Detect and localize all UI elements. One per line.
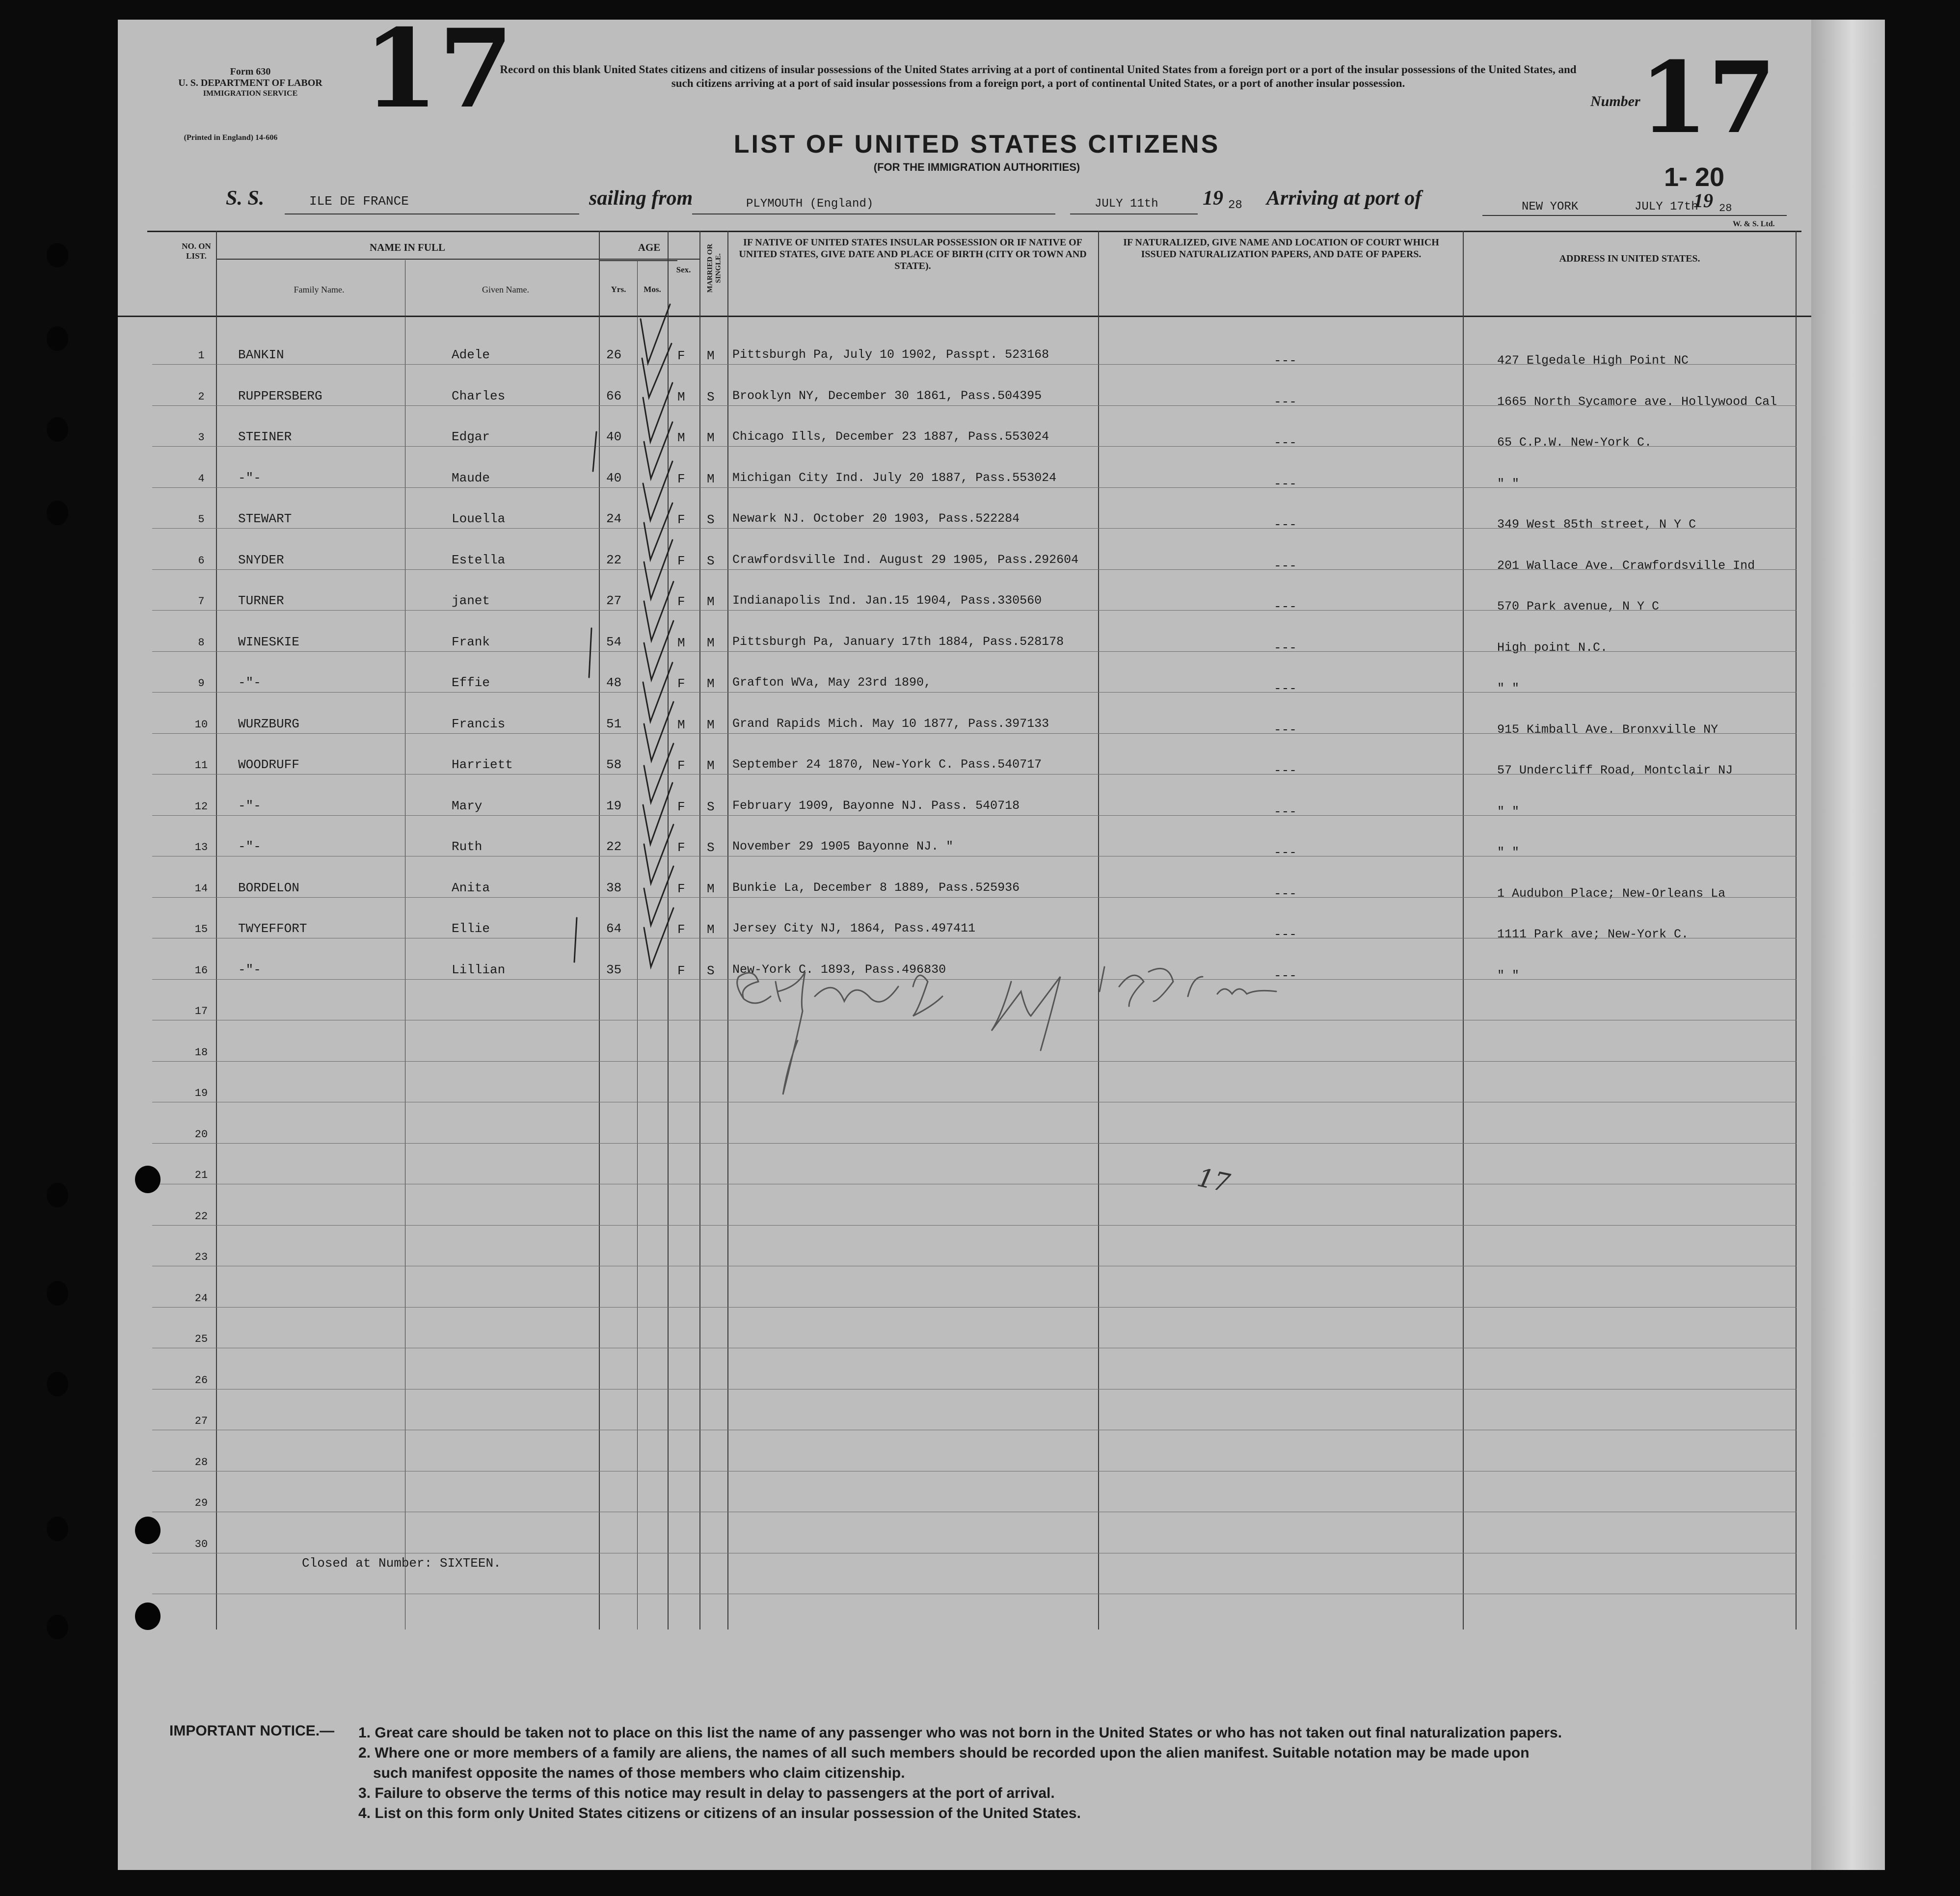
row-number: 15	[194, 923, 208, 935]
given-name: Ruth	[452, 839, 483, 854]
binding-hole	[135, 1517, 161, 1544]
married-single: M	[707, 922, 715, 937]
naturalization: ---	[1274, 599, 1297, 614]
year-from: 28	[1228, 199, 1242, 212]
year-to-prefix: 19	[1693, 189, 1713, 212]
us-address: 570 Park avenue, N Y C	[1497, 599, 1660, 614]
sex: F	[677, 881, 685, 896]
port-to: NEW YORK	[1522, 200, 1579, 214]
binding-hole	[47, 1281, 68, 1306]
sex: F	[677, 594, 685, 609]
sex: F	[677, 840, 685, 855]
row-number: 20	[194, 1128, 208, 1141]
row-number: 22	[194, 1210, 208, 1223]
given-name: Ellie	[452, 921, 490, 936]
binding-hole	[47, 417, 68, 442]
row-number: 12	[194, 800, 208, 813]
age: 40	[606, 429, 622, 444]
married-single: S	[707, 512, 715, 527]
birth-info: September 24 1870, New-York C. Pass.540717	[732, 757, 1042, 772]
family-name: STEINER	[238, 429, 292, 444]
us-address: " "	[1497, 804, 1520, 819]
notice-heading: IMPORTANT NOTICE.—	[169, 1723, 335, 1739]
inspector-signature	[737, 967, 1276, 1095]
row-number: 4	[198, 472, 205, 485]
naturalization: ---	[1274, 886, 1297, 901]
col-head-mos: Mos.	[644, 285, 661, 294]
naturalization: ---	[1274, 517, 1297, 532]
married-single: S	[707, 553, 715, 568]
married-single: M	[707, 348, 715, 363]
binding-hole	[47, 1183, 68, 1207]
row-number: 3	[198, 431, 205, 444]
binding-hole	[47, 1517, 68, 1541]
family-name: WURZBURG	[238, 716, 299, 731]
us-address: 1665 North Sycamore ave. Hollywood Cal	[1497, 394, 1777, 409]
binding-hole	[135, 1166, 161, 1193]
page-mark-17: 17	[1194, 1163, 1233, 1199]
form-number: Form 630	[230, 66, 271, 77]
age: 58	[606, 757, 622, 772]
date-to: JULY 17th	[1635, 200, 1698, 214]
family-name: -"-	[238, 839, 261, 854]
family-name: TWYEFFORT	[238, 921, 307, 936]
port-from: PLYMOUTH (England)	[746, 197, 874, 211]
department: U. S. DEPARTMENT OF LABOR	[178, 78, 322, 88]
us-address: 349 West 85th street, N Y C	[1497, 517, 1696, 532]
naturalization: ---	[1274, 353, 1297, 368]
notice-item-3: 3. Failure to observe the terms of this notice may result in delay to passengers at the port of arrival.	[358, 1785, 1055, 1801]
family-name: STEWART	[238, 511, 292, 526]
birth-info: Michigan City Ind. July 20 1887, Pass.553024	[732, 470, 1057, 485]
birth-info: New-York C. 1893, Pass.496830	[732, 962, 946, 977]
age: 27	[606, 593, 622, 608]
col-head-family: Family Name.	[294, 285, 345, 294]
binding-hole	[47, 501, 68, 525]
birth-info: Grafton WVa, May 23rd 1890,	[732, 675, 932, 690]
given-name: janet	[452, 593, 490, 608]
married-single: M	[707, 717, 715, 732]
sex: F	[677, 922, 685, 937]
sex: F	[677, 758, 685, 773]
closed-at: Closed at Number: SIXTEEN.	[302, 1556, 501, 1571]
row-number: 9	[198, 677, 205, 690]
given-name: Effie	[452, 675, 490, 690]
col-head-given: Given Name.	[482, 285, 529, 294]
row-number: 23	[194, 1251, 208, 1263]
row-number: 25	[194, 1333, 208, 1345]
col-head-yrs: Yrs.	[611, 285, 626, 294]
given-name: Harriett	[452, 757, 513, 772]
binding-hole	[135, 1602, 161, 1630]
birth-info: Brooklyn NY, December 30 1861, Pass.504395	[732, 388, 1042, 403]
row-number: 14	[194, 882, 208, 895]
us-address: 57 Undercliff Road, Montclair NJ	[1497, 763, 1733, 777]
naturalization: ---	[1274, 681, 1297, 696]
notice-item-1: 1. Great care should be taken not to place on this list the name of any passenger who was not born in the United States or who has not taken out final naturalization papers.	[358, 1725, 1562, 1741]
married-single: M	[707, 430, 715, 445]
arriving-label: Arriving at port of	[1266, 187, 1422, 210]
col-head-name-in-full: NAME IN FULL	[369, 241, 445, 253]
row-number: 18	[194, 1046, 208, 1059]
age: 54	[606, 634, 622, 649]
notice-item-4: 4. List on this form only United States citizens or citizens of an insular possession of the United States.	[358, 1805, 1081, 1821]
row-number: 6	[198, 554, 205, 567]
us-address: 915 Kimball Ave. Bronxville NY	[1497, 722, 1718, 737]
naturalization: ---	[1274, 722, 1297, 737]
handwritten-overlay	[118, 20, 1811, 1639]
sailing-from-label: sailing from	[589, 187, 693, 210]
given-name: Charles	[452, 388, 506, 403]
naturalization: ---	[1274, 476, 1297, 491]
form-subtitle: (FOR THE IMMIGRATION AUTHORITIES)	[873, 161, 1080, 173]
number-label: Number	[1590, 93, 1640, 109]
family-name: WOODRUFF	[238, 757, 299, 772]
sex: M	[677, 717, 685, 732]
us-address: " "	[1497, 968, 1520, 983]
service: IMMIGRATION SERVICE	[203, 89, 298, 98]
given-name: Lillian	[452, 962, 506, 977]
sex: F	[677, 471, 685, 486]
age: 48	[606, 675, 622, 690]
us-address: " "	[1497, 476, 1520, 491]
year-to: 28	[1719, 202, 1732, 214]
age: 40	[606, 470, 622, 485]
row-number: 11	[194, 759, 208, 772]
ship-name: ILE DE FRANCE	[309, 194, 409, 209]
us-address: 201 Wallace Ave. Crawfordsville Ind	[1497, 558, 1755, 573]
sheet-mark: 1- 20	[1664, 162, 1725, 192]
age: 24	[606, 511, 622, 526]
printed-note: (Printed in England) 14-606	[184, 134, 278, 142]
naturalization: ---	[1274, 968, 1297, 983]
col-head-sex: Sex.	[676, 265, 691, 274]
sex: M	[677, 635, 685, 650]
row-number: 30	[194, 1538, 208, 1550]
col-head-age: AGE	[638, 241, 661, 253]
us-address: High point N.C.	[1497, 640, 1608, 655]
col-head-married: MARRIED OR SINGLE.	[706, 243, 722, 293]
family-name: BORDELON	[238, 880, 299, 895]
row-number: 29	[194, 1497, 208, 1509]
family-name: BANKIN	[238, 347, 284, 362]
birth-info: February 1909, Bayonne NJ. Pass. 540718	[732, 798, 1020, 813]
row-number: 19	[194, 1087, 208, 1099]
col-head-no: NO. ON LIST.	[182, 241, 211, 261]
given-name: Louella	[452, 511, 506, 526]
naturalization: ---	[1274, 640, 1297, 655]
birth-info: Newark NJ. October 20 1903, Pass.522284	[732, 511, 1020, 526]
age: 26	[606, 347, 622, 362]
family-name: -"-	[238, 675, 261, 690]
birth-info: Bunkie La, December 8 1889, Pass.525936	[732, 880, 1020, 895]
birth-info: Grand Rapids Mich. May 10 1877, Pass.397133	[732, 716, 1049, 731]
birth-info: Jersey City NJ, 1864, Pass.497411	[732, 921, 976, 935]
birth-info: Pittsburgh Pa, January 17th 1884, Pass.528178	[732, 634, 1064, 649]
form-instructions: Record on this blank United States citizens and citizens of insular possessions of the United States arriving at a port of continental United States from a foreign port or a port of the insular possessions of the United States, and such citizens arriving at a port of said insular possessions from a foreign port, a port of continental United States, or a port of another insular possession.	[500, 63, 1577, 89]
married-single: S	[707, 799, 715, 814]
manifest-page	[118, 20, 1811, 1870]
sex: M	[677, 389, 685, 404]
col-head-naturalized: IF NATURALIZED, GIVE NAME AND LOCATION OF COURT WHICH ISSUED NATURALIZATION PAPERS, AND DATE OF PAPERS.	[1123, 237, 1439, 260]
family-name: RUPPERSBERG	[238, 388, 322, 403]
row-number: 1	[198, 349, 205, 362]
sex: F	[677, 799, 685, 814]
row-number: 21	[194, 1169, 208, 1181]
notice-list	[358, 1723, 1562, 1823]
form-title: LIST OF UNITED STATES CITIZENS	[733, 130, 1220, 159]
naturalization: ---	[1274, 927, 1297, 942]
row-number: 10	[194, 718, 208, 731]
sex: F	[677, 348, 685, 363]
naturalization: ---	[1274, 763, 1297, 778]
married-single: M	[707, 881, 715, 896]
naturalization: ---	[1274, 558, 1297, 573]
binding-hole	[47, 1615, 68, 1639]
married-single: S	[707, 840, 715, 855]
birth-info: Pittsburgh Pa, July 10 1902, Passpt. 523168	[732, 347, 1049, 362]
family-name: -"-	[238, 470, 261, 485]
date-from: JULY 11th	[1095, 197, 1158, 211]
us-address: " "	[1497, 681, 1520, 695]
age: 35	[606, 962, 622, 977]
printer-mark: W. & S. Ltd.	[1733, 220, 1775, 228]
given-name: Mary	[452, 798, 483, 813]
given-name: Francis	[452, 716, 506, 731]
notice-item-2-cont: such manifest opposite the names of those members who claim citizenship.	[373, 1765, 905, 1781]
given-name: Anita	[452, 880, 490, 895]
married-single: M	[707, 594, 715, 609]
naturalization: ---	[1274, 804, 1297, 819]
row-number: 7	[198, 595, 205, 608]
row-number: 2	[198, 390, 205, 403]
family-name: WINESKIE	[238, 634, 299, 649]
naturalization: ---	[1274, 845, 1297, 860]
sex: F	[677, 676, 685, 691]
age: 64	[606, 921, 622, 936]
us-address: 427 Elgedale High Point NC	[1497, 353, 1689, 368]
year-from-prefix: 19	[1203, 187, 1223, 210]
birth-info: Chicago Ills, December 23 1887, Pass.553024	[732, 429, 1049, 444]
given-name: Maude	[452, 470, 490, 485]
sex: F	[677, 553, 685, 568]
birth-info: November 29 1905 Bayonne NJ. "	[732, 839, 954, 854]
row-number: 27	[194, 1415, 208, 1427]
binding-hole	[47, 243, 68, 267]
row-number: 8	[198, 636, 205, 649]
age: 22	[606, 552, 622, 567]
sex: M	[677, 430, 685, 445]
age: 19	[606, 798, 622, 813]
col-head-birth: IF NATIVE OF UNITED STATES INSULAR POSSESSION OR IF NATIVE OF UNITED STATES, GIVE DATE AND PLACE OF BIRTH (CITY OR TOWN AND STATE).	[739, 237, 1087, 271]
sex: F	[677, 963, 685, 978]
married-single: M	[707, 758, 715, 773]
binding-hole	[47, 1372, 68, 1396]
row-number: 17	[194, 1005, 208, 1017]
married-single: S	[707, 389, 715, 404]
row-number: 5	[198, 513, 205, 526]
us-address: 1111 Park ave; New-York C.	[1497, 927, 1689, 941]
us-address: 1 Audubon Place; New-Orleans La	[1497, 886, 1726, 901]
age: 22	[606, 839, 622, 854]
married-single: S	[707, 963, 715, 978]
list-number-left: 17	[363, 20, 514, 132]
family-name: -"-	[238, 962, 261, 977]
binding-hole	[47, 326, 68, 351]
check-marks	[574, 304, 673, 967]
list-number-right: 17	[1639, 40, 1776, 156]
family-name: SNYDER	[238, 552, 284, 567]
given-name: Edgar	[452, 429, 490, 444]
us-address: " "	[1497, 845, 1520, 859]
ss-label: S. S.	[226, 187, 265, 210]
row-number: 28	[194, 1456, 208, 1469]
sex: F	[677, 512, 685, 527]
birth-info: Crawfordsville Ind. August 29 1905, Pass.292604	[732, 552, 1079, 567]
notice-item-2: 2. Where one or more members of a family are aliens, the names of all such members should be recorded upon the alien manifest. Suitable notation may be made upon	[358, 1745, 1530, 1761]
col-head-address: ADDRESS IN UNITED STATES.	[1559, 253, 1700, 264]
age: 38	[606, 880, 622, 895]
page-edge	[1811, 20, 1885, 1870]
age: 66	[606, 388, 622, 403]
naturalization: ---	[1274, 394, 1297, 409]
birth-info: Indianapolis Ind. Jan.15 1904, Pass.330560	[732, 593, 1042, 608]
married-single: M	[707, 635, 715, 650]
given-name: Adele	[452, 347, 490, 362]
naturalization: ---	[1274, 435, 1297, 450]
given-name: Estella	[452, 552, 506, 567]
row-number: 26	[194, 1374, 208, 1387]
given-name: Frank	[452, 634, 490, 649]
row-number: 16	[194, 964, 208, 977]
married-single: M	[707, 471, 715, 486]
family-name: TURNER	[238, 593, 284, 608]
row-number: 24	[194, 1292, 208, 1305]
age: 51	[606, 716, 622, 731]
row-number: 13	[194, 841, 208, 854]
family-name: -"-	[238, 798, 261, 813]
married-single: M	[707, 676, 715, 691]
us-address: 65 C.P.W. New-York C.	[1497, 435, 1652, 450]
